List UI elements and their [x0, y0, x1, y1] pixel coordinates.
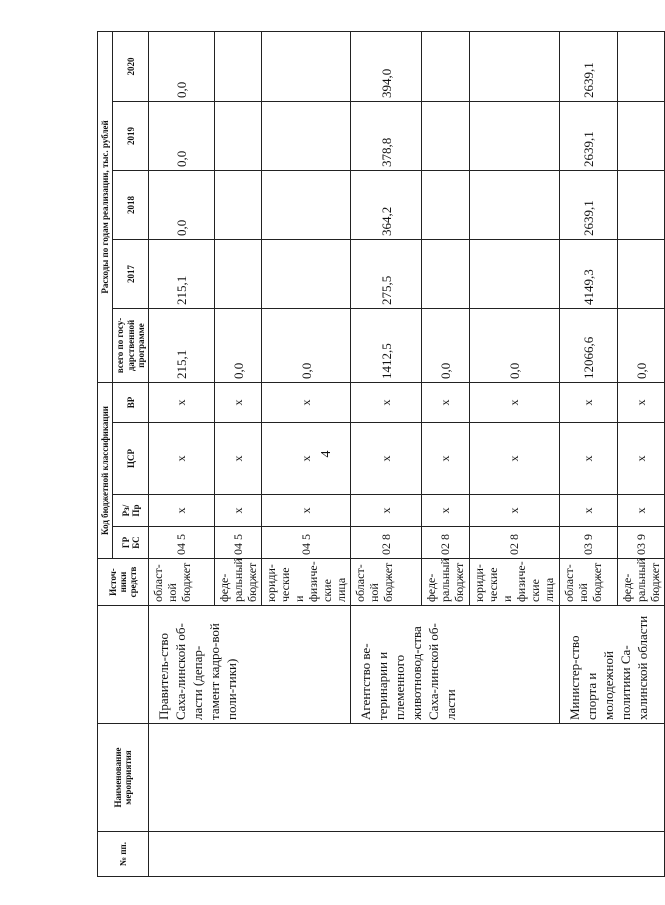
- header-grbs: ГР БС: [113, 527, 149, 559]
- cell-vr: х: [215, 382, 262, 422]
- cell-2020: 0,0: [149, 31, 215, 101]
- cell-csr: х: [470, 423, 560, 495]
- cell-number: [149, 832, 665, 877]
- cell-grbs: 02 8: [351, 527, 422, 559]
- cell-2017: [215, 239, 262, 308]
- cell-vr: х: [262, 382, 351, 422]
- cell-csr: х: [422, 423, 470, 495]
- cell-grbs: 04 5: [215, 527, 262, 559]
- cell-csr: х: [149, 423, 215, 495]
- cell-2018: [262, 170, 351, 239]
- cell-csr: х: [560, 423, 618, 495]
- cell-rzpr: х: [351, 495, 422, 527]
- header-sources: Источ-ники средств: [98, 559, 149, 606]
- header-budget-code: Код бюджетной классификации: [98, 382, 113, 558]
- cell-vr: х: [149, 382, 215, 422]
- cell-2019: 378,8: [351, 101, 422, 170]
- cell-rzpr: х: [470, 495, 560, 527]
- cell-2017: [262, 239, 351, 308]
- cell-2018: 364,2: [351, 170, 422, 239]
- cell-2020: [422, 31, 470, 101]
- cell-total: 0,0: [215, 308, 262, 382]
- header-csr: ЦСР: [113, 423, 149, 495]
- cell-2017: 215,1: [149, 239, 215, 308]
- header-year-2019: 2019: [113, 101, 149, 170]
- cell-grbs: 03 9: [618, 527, 665, 559]
- cell-event-name: [149, 724, 665, 832]
- cell-2020: [618, 31, 665, 101]
- cell-2018: [618, 170, 665, 239]
- cell-csr: х: [618, 423, 665, 495]
- cell-2019: 2639,1: [560, 101, 618, 170]
- cell-grbs: 04 5: [149, 527, 215, 559]
- cell-vr: х: [351, 382, 422, 422]
- cell-grbs: 02 8: [470, 527, 560, 559]
- table-row: [149, 31, 215, 876]
- cell-rzpr: х: [560, 495, 618, 527]
- header-year-2017: 2017: [113, 239, 149, 308]
- header-year-2018: 2018: [113, 170, 149, 239]
- cell-2019: [618, 101, 665, 170]
- cell-2020: [215, 31, 262, 101]
- header-year-2020: 2020: [113, 31, 149, 101]
- cell-2018: [422, 170, 470, 239]
- cell-rzpr: х: [618, 495, 665, 527]
- cell-2020: 394,0: [351, 31, 422, 101]
- cell-total: 1412,5: [351, 308, 422, 382]
- cell-source: юриди-ческие и физиче-ские лица: [470, 559, 560, 606]
- table-body: [149, 31, 665, 876]
- header-num: № пп.: [98, 832, 149, 877]
- cell-vr: х: [560, 382, 618, 422]
- cell-2019: [422, 101, 470, 170]
- cell-2018: [470, 170, 560, 239]
- cell-total: 0,0: [618, 308, 665, 382]
- header-total: всего по госу-дарственной программе: [113, 308, 149, 382]
- budget-table: [97, 31, 665, 877]
- cell-source: феде-ральный бюджет: [215, 559, 262, 606]
- cell-rzpr: х: [215, 495, 262, 527]
- cell-2020: [262, 31, 351, 101]
- cell-csr: х: [351, 423, 422, 495]
- cell-source: юриди-ческие и физиче-ские лица: [262, 559, 351, 606]
- cell-2017: [422, 239, 470, 308]
- cell-total: 12066,6: [560, 308, 618, 382]
- cell-vr: х: [618, 382, 665, 422]
- cell-rzpr: х: [149, 495, 215, 527]
- cell-2018: 2639,1: [560, 170, 618, 239]
- cell-rzpr: х: [262, 495, 351, 527]
- cell-rzpr: х: [422, 495, 470, 527]
- page-number: 4: [319, 450, 334, 458]
- header-row-top: [98, 31, 113, 876]
- cell-grbs: 04 5: [262, 527, 351, 559]
- cell-2018: 0,0: [149, 170, 215, 239]
- cell-total: 0,0: [262, 308, 351, 382]
- cell-2019: [470, 101, 560, 170]
- cell-2018: [215, 170, 262, 239]
- cell-2020: [470, 31, 560, 101]
- header-rzpr: Рз/ Пр: [113, 495, 149, 527]
- cell-organization: Министер-ство спорта и молодежной политики Са-халинской области: [560, 606, 665, 724]
- cell-2020: 2639,1: [560, 31, 618, 101]
- rotated-table-wrapper: [97, 32, 663, 877]
- cell-2017: 275,5: [351, 239, 422, 308]
- cell-2019: [262, 101, 351, 170]
- cell-source: област-ной бюджет: [351, 559, 422, 606]
- cell-2019: 0,0: [149, 101, 215, 170]
- cell-vr: х: [422, 382, 470, 422]
- cell-total: 0,0: [422, 308, 470, 382]
- cell-grbs: 03 9: [560, 527, 618, 559]
- cell-source: област-ной бюджет: [149, 559, 215, 606]
- header-org: [98, 606, 149, 724]
- cell-source: област-ной бюджет: [560, 559, 618, 606]
- cell-2017: [618, 239, 665, 308]
- header-vr: ВР: [113, 382, 149, 422]
- cell-2019: [215, 101, 262, 170]
- cell-grbs: 02 8: [422, 527, 470, 559]
- cell-2017: [470, 239, 560, 308]
- cell-total: 0,0: [470, 308, 560, 382]
- cell-organization: Правитель-ство Саха-линской об-ласти (депар-тамент кадро-вой поли-тики): [149, 606, 351, 724]
- cell-source: феде-ральный бюджет: [618, 559, 665, 606]
- cell-csr: х: [215, 423, 262, 495]
- cell-total: 215,1: [149, 308, 215, 382]
- cell-vr: х: [470, 382, 560, 422]
- cell-organization: Агентство ве-теринарии и племенного животновод-ства Саха-линской об-ласти: [351, 606, 560, 724]
- header-expenses: Расходы по годам реализации, тыс. рублей: [98, 31, 113, 382]
- header-name: Наименование мероприятия: [98, 724, 149, 832]
- cell-csr: х: [262, 423, 351, 495]
- cell-2017: 4149,3: [560, 239, 618, 308]
- cell-source: феде-ральный бюджет: [422, 559, 470, 606]
